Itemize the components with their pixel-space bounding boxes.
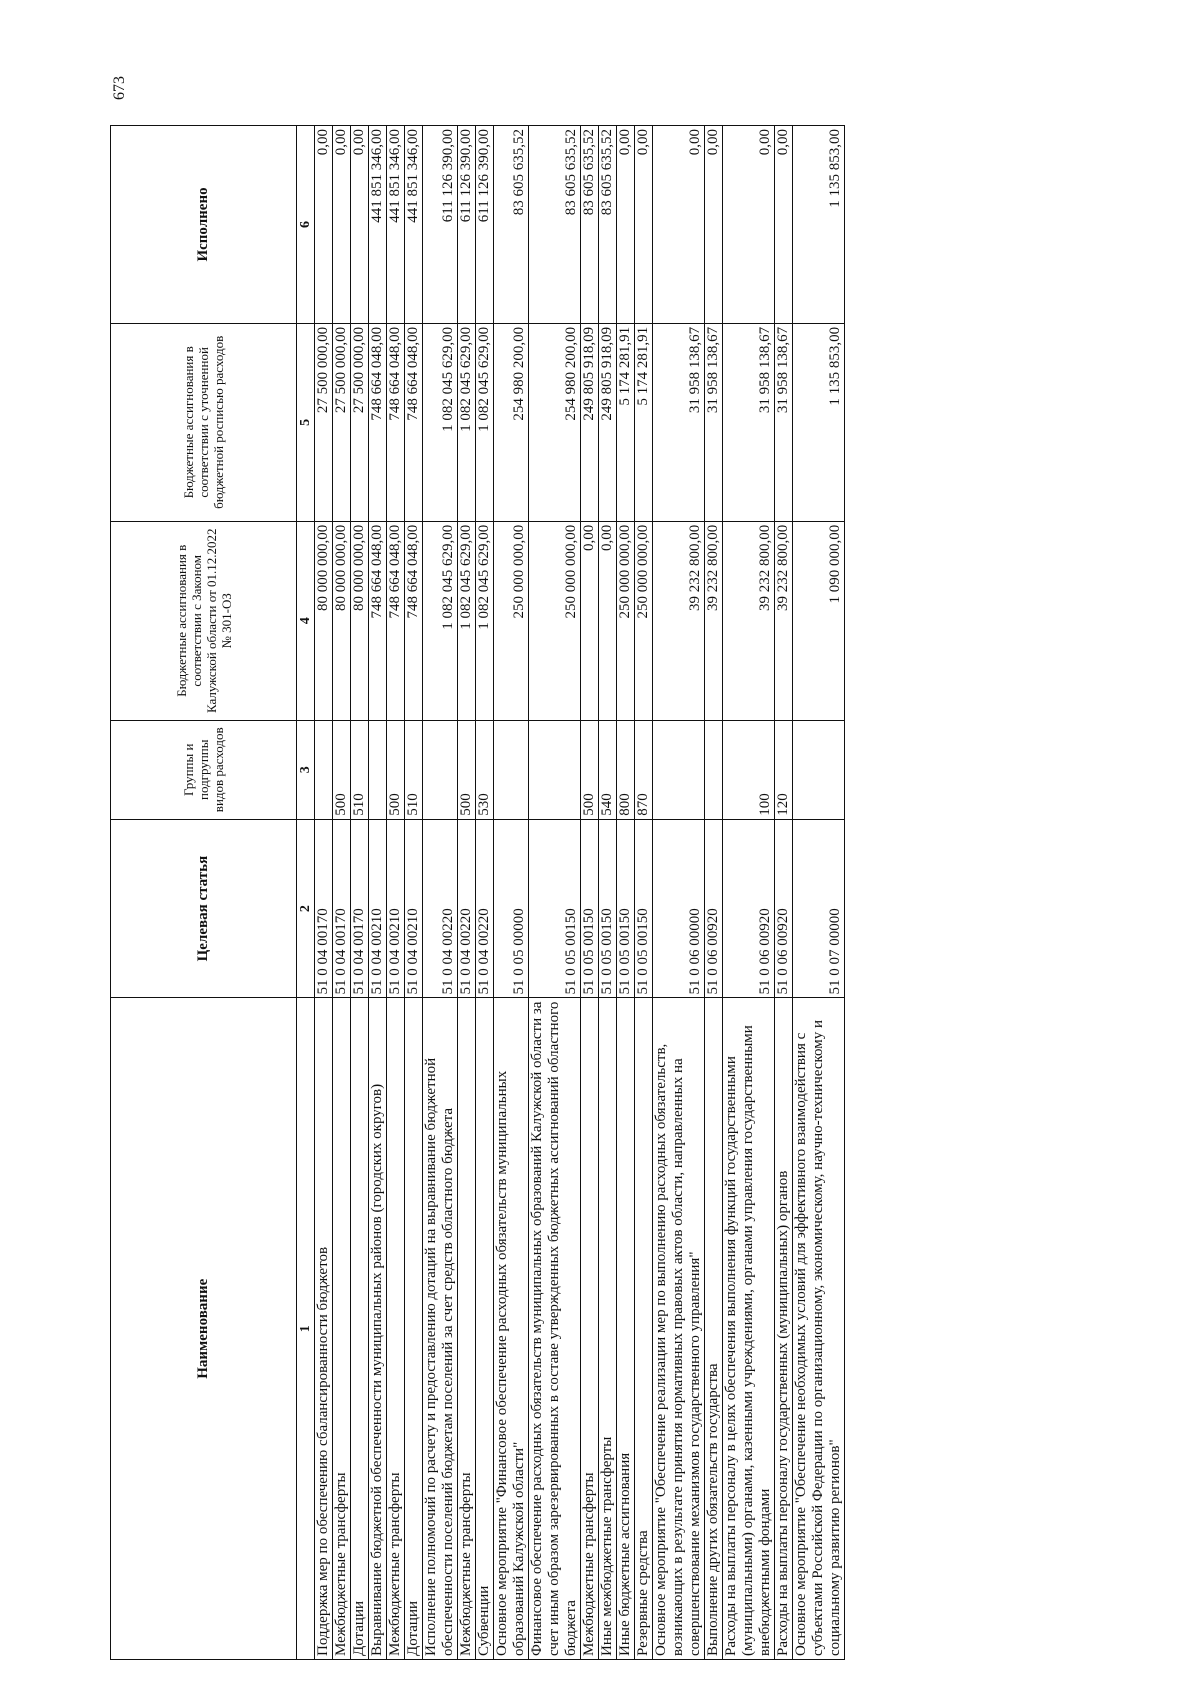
row-group: [369, 720, 387, 819]
row-done: 0,00: [617, 126, 635, 324]
header-name: Наименование: [111, 998, 297, 1660]
row-code: 51 0 05 00150: [529, 819, 581, 998]
row-code: 51 0 07 00000: [793, 819, 845, 998]
row-law: 80 000 000,00: [315, 521, 333, 720]
row-plan: 31 958 138,67: [775, 323, 793, 521]
row-plan: 5 174 281,91: [635, 323, 653, 521]
row-name: Межбюджетные трансферты: [458, 998, 476, 1660]
table-row: [405, 126, 423, 1660]
row-done: 0,00: [635, 126, 653, 324]
table-header-row: [111, 126, 297, 1660]
row-done: 0,00: [653, 126, 705, 324]
row-done: 611 126 390,00: [423, 126, 458, 324]
row-group: [793, 720, 845, 819]
row-name: Основное мероприятие "Обеспечение реализации мер по выполнению расходных обязательств, возникающих в результате принятия нормативных правовых актов области, направленных на совершенствование механизмов государственного управления": [653, 998, 705, 1660]
row-code: 51 0 04 00220: [423, 819, 458, 998]
row-law: 748 664 048,00: [387, 521, 405, 720]
row-code: 51 0 04 00170: [315, 819, 333, 998]
row-name: Выполнение других обязательств государства: [705, 998, 723, 1660]
column-number-row: [297, 126, 315, 1660]
row-code: 51 0 04 00220: [476, 819, 494, 998]
row-law: 250 000 000,00: [529, 521, 581, 720]
row-done: 0,00: [723, 126, 775, 324]
row-done: 83 605 635,52: [494, 126, 529, 324]
row-group: 500: [333, 720, 351, 819]
table-row: [476, 126, 494, 1660]
table-row: [793, 126, 845, 1660]
column-number: 5: [297, 323, 315, 521]
row-code: 51 0 05 00150: [617, 819, 635, 998]
row-group: [653, 720, 705, 819]
row-plan: 1 135 853,00: [793, 323, 845, 521]
row-plan: 1 082 045 629,00: [476, 323, 494, 521]
row-code: 51 0 04 00210: [369, 819, 387, 998]
row-name: Межбюджетные трансферты: [387, 998, 405, 1660]
row-done: 611 126 390,00: [476, 126, 494, 324]
row-plan: 5 174 281,91: [617, 323, 635, 521]
row-group: 500: [458, 720, 476, 819]
row-group: [494, 720, 529, 819]
row-name: Расходы на выплаты персоналу в целях обеспечения выполнения функций государственными (муниципальными) органами, казенными учреждениями, органами управления государственными внебюджетными фондами: [723, 998, 775, 1660]
row-group: [423, 720, 458, 819]
row-code: 51 0 04 00170: [351, 819, 369, 998]
row-law: 0,00: [599, 521, 617, 720]
column-number: 1: [297, 998, 315, 1660]
table-row: [705, 126, 723, 1660]
row-law: 0,00: [581, 521, 599, 720]
row-code: 51 0 04 00220: [458, 819, 476, 998]
table-row: [423, 126, 458, 1660]
row-done: 611 126 390,00: [458, 126, 476, 324]
rotated-page: [110, 76, 1090, 1660]
row-done: 0,00: [705, 126, 723, 324]
table-row: [494, 126, 529, 1660]
row-group: 500: [387, 720, 405, 819]
row-plan: 27 500 000,00: [315, 323, 333, 521]
row-plan: 31 958 138,67: [653, 323, 705, 521]
row-plan: 1 082 045 629,00: [423, 323, 458, 521]
row-name: Иные межбюджетные трансферты: [599, 998, 617, 1660]
row-plan: 254 980 200,00: [529, 323, 581, 521]
row-plan: 748 664 048,00: [387, 323, 405, 521]
column-number: 3: [297, 720, 315, 819]
table-row: [458, 126, 476, 1660]
header-target-article: Целевая статья: [111, 819, 297, 998]
column-number: 6: [297, 126, 315, 324]
row-group: 870: [635, 720, 653, 819]
header-law-allocations: Бюджетные ассигнования в соответствии с Законом Калужской области от 01.12.2022 № 301-ОЗ: [111, 521, 297, 720]
table-row: [723, 126, 775, 1660]
row-done: 0,00: [775, 126, 793, 324]
table-row: [369, 126, 387, 1660]
row-law: 39 232 800,00: [705, 521, 723, 720]
row-done: 441 851 346,00: [387, 126, 405, 324]
row-name: Основное мероприятие "Финансовое обеспечение расходных обязательств муниципальных образований Калужской области": [494, 998, 529, 1660]
table-row: [617, 126, 635, 1660]
row-code: 51 0 06 00920: [775, 819, 793, 998]
row-name: Межбюджетные трансферты: [581, 998, 599, 1660]
row-name: Дотации: [405, 998, 423, 1660]
row-done: 441 851 346,00: [369, 126, 387, 324]
row-plan: 1 082 045 629,00: [458, 323, 476, 521]
row-name: Исполнение полномочий по расчету и предоставлению дотаций на выравнивание бюджетной обеспеченности поселений бюджетам поселений за счет средств областного бюджета: [423, 998, 458, 1660]
row-code: 51 0 05 00150: [599, 819, 617, 998]
row-name: Финансовое обеспечение расходных обязательств муниципальных образований Калужской области за счет иным образом зарезервированных в составе утвержденных бюджетных ассигнований областного бюджета: [529, 998, 581, 1660]
row-group: 500: [581, 720, 599, 819]
header-expense-group: Группы и подгруппы видов расходов: [111, 720, 297, 819]
row-group: 120: [775, 720, 793, 819]
row-name: Основное мероприятие "Обеспечение необходимых условий для эффективного взаимодействия с субъектами Российской Федерации по организационному, экономическому, научно-техническому и социальному развитию регионов": [793, 998, 845, 1660]
row-plan: 748 664 048,00: [369, 323, 387, 521]
row-law: 39 232 800,00: [653, 521, 705, 720]
header-executed: Исполнено: [111, 126, 297, 324]
row-code: 51 0 04 00210: [387, 819, 405, 998]
row-name: Выравнивание бюджетной обеспеченности муниципальных районов (городских округов): [369, 998, 387, 1660]
row-name: Субвенции: [476, 998, 494, 1660]
row-name: Дотации: [351, 998, 369, 1660]
table-row: [387, 126, 405, 1660]
row-code: 51 0 06 00920: [705, 819, 723, 998]
column-number: 2: [297, 819, 315, 998]
table-row: [315, 126, 333, 1660]
row-law: 39 232 800,00: [723, 521, 775, 720]
row-done: 0,00: [351, 126, 369, 324]
column-number: 4: [297, 521, 315, 720]
row-group: [315, 720, 333, 819]
table-row: [581, 126, 599, 1660]
table-row: [653, 126, 705, 1660]
row-plan: 748 664 048,00: [405, 323, 423, 521]
row-plan: 249 805 918,09: [599, 323, 617, 521]
row-plan: 254 980 200,00: [494, 323, 529, 521]
row-group: 800: [617, 720, 635, 819]
row-plan: 249 805 918,09: [581, 323, 599, 521]
page-number: 673: [111, 76, 128, 100]
row-code: 51 0 04 00170: [333, 819, 351, 998]
row-law: 250 000 000,00: [635, 521, 653, 720]
table-row: [635, 126, 653, 1660]
row-law: 1 090 000,00: [793, 521, 845, 720]
table-row: [333, 126, 351, 1660]
table-row: [351, 126, 369, 1660]
row-plan: 31 958 138,67: [723, 323, 775, 521]
row-law: 250 000 000,00: [494, 521, 529, 720]
row-group: 530: [476, 720, 494, 819]
row-done: 83 605 635,52: [599, 126, 617, 324]
row-law: 1 082 045 629,00: [458, 521, 476, 720]
table-row: [599, 126, 617, 1660]
row-plan: 27 500 000,00: [351, 323, 369, 521]
row-done: 0,00: [315, 126, 333, 324]
row-group: 510: [405, 720, 423, 819]
row-done: 1 135 853,00: [793, 126, 845, 324]
row-group: 100: [723, 720, 775, 819]
row-law: 80 000 000,00: [351, 521, 369, 720]
row-name: Межбюджетные трансферты: [333, 998, 351, 1660]
row-plan: 31 958 138,67: [705, 323, 723, 521]
row-law: 1 082 045 629,00: [423, 521, 458, 720]
row-group: 510: [351, 720, 369, 819]
row-code: 51 0 04 00210: [405, 819, 423, 998]
budget-table: [110, 125, 845, 1660]
row-law: 250 000 000,00: [617, 521, 635, 720]
row-group: 540: [599, 720, 617, 819]
row-code: 51 0 06 00920: [723, 819, 775, 998]
row-law: 748 664 048,00: [369, 521, 387, 720]
row-law: 1 082 045 629,00: [476, 521, 494, 720]
row-name: Расходы на выплаты персоналу государственных (муниципальных) органов: [775, 998, 793, 1660]
table-row: [529, 126, 581, 1660]
row-code: 51 0 06 00000: [653, 819, 705, 998]
row-code: 51 0 05 00150: [581, 819, 599, 998]
row-done: 0,00: [333, 126, 351, 324]
row-name: Резервные средства: [635, 998, 653, 1660]
row-group: [705, 720, 723, 819]
row-done: 441 851 346,00: [405, 126, 423, 324]
row-group: [529, 720, 581, 819]
row-done: 83 605 635,52: [581, 126, 599, 324]
row-name: Иные бюджетные ассигнования: [617, 998, 635, 1660]
row-name: Поддержка мер по обеспечению сбалансированности бюджетов: [315, 998, 333, 1660]
row-code: 51 0 05 00150: [635, 819, 653, 998]
header-plan-allocations: Бюджетные ассигнования в соответствии с уточненной бюджетной росписью расходов: [111, 323, 297, 521]
row-done: 83 605 635,52: [529, 126, 581, 324]
row-plan: 27 500 000,00: [333, 323, 351, 521]
row-code: 51 0 05 00000: [494, 819, 529, 998]
row-law: 748 664 048,00: [405, 521, 423, 720]
table-row: [775, 126, 793, 1660]
row-law: 80 000 000,00: [333, 521, 351, 720]
row-law: 39 232 800,00: [775, 521, 793, 720]
